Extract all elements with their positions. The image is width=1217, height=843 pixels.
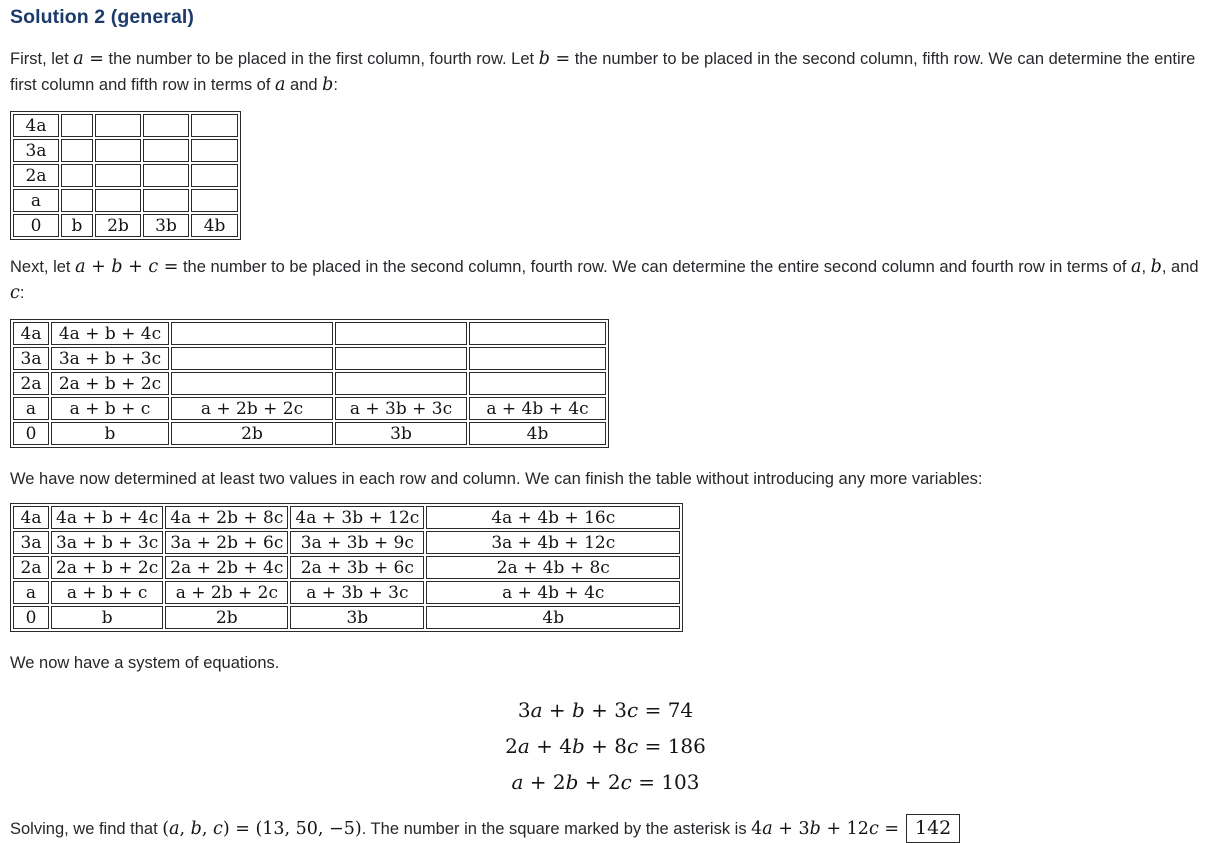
table-cell-empty (191, 189, 238, 212)
table-cell: b (61, 214, 93, 237)
table-row (13, 556, 680, 579)
table-completed (10, 503, 683, 632)
table-first-column-fifth-row (10, 111, 241, 240)
table-cell: a + 4b + 4c (426, 581, 680, 604)
text-run: the number to be placed in the first column, fourth row. Let (103, 50, 539, 68)
table-cell-empty (143, 139, 189, 162)
table-cell: 3b (335, 422, 467, 445)
table-cell-empty (171, 322, 333, 345)
table-cell: a + 2b + 2c (171, 397, 333, 420)
table-row (13, 189, 238, 212)
table-cell: b (51, 606, 163, 629)
table-cell-empty (469, 347, 606, 370)
table-cell: 3a (13, 347, 49, 370)
table-cell: 2b (171, 422, 333, 445)
table-row (13, 372, 606, 395)
table-row (13, 581, 680, 604)
text-run: Solving, we find that (10, 820, 163, 838)
table-cell: 0 (13, 606, 49, 629)
table-cell: 4a + 4b + 16c (426, 506, 680, 529)
table-row (13, 422, 606, 445)
table-cell: 2a + 3b + 6c (290, 556, 424, 579)
text-run: the number to be placed in the second column, fifth row. We can determine the entire first column and fifth row in terms of (10, 50, 1196, 94)
inline-math: (a, b, c) = (13, 50, −5) (162, 819, 362, 839)
table-cell-empty (335, 347, 467, 370)
text-run: . The number in the square marked by the asterisk is (361, 820, 752, 838)
table-cell: 4b (469, 422, 606, 445)
table-cell-empty (191, 114, 238, 137)
intro-paragraph (10, 46, 1200, 98)
table-cell: 2a + b + 2c (51, 372, 169, 395)
inline-math: b = (538, 49, 571, 69)
table-cell: 3b (143, 214, 189, 237)
table-cell-empty (335, 322, 467, 345)
equation-system (10, 692, 1201, 800)
table-cell: a (13, 397, 49, 420)
table-cell: a + 3b + 3c (290, 581, 424, 604)
table-cell: 4a (13, 322, 49, 345)
table-cell: a (13, 189, 59, 212)
table-row (13, 322, 606, 345)
equation-line: a + 2b + 2c = 103 (511, 770, 700, 794)
text-run: and (285, 76, 323, 94)
equation-line: 2a + 4b + 8c = 186 (505, 734, 706, 758)
text-run: , (1141, 258, 1151, 276)
table-cell: a + b + c (51, 581, 163, 604)
table-cell: 2a (13, 556, 49, 579)
text-run: Next, let (10, 258, 76, 276)
text-run: First, let (10, 50, 74, 68)
table-row (13, 114, 238, 137)
table-row (13, 214, 238, 237)
table-cell: 2a + b + 2c (51, 556, 163, 579)
table-cell-empty (171, 372, 333, 395)
table-cell-empty (143, 164, 189, 187)
table-cell: 4a (13, 506, 49, 529)
table-cell-empty (143, 114, 189, 137)
table-cell: 4a + b + 4c (51, 506, 163, 529)
table-cell: 3b (290, 606, 424, 629)
text-run: , and (1161, 258, 1199, 276)
inline-math: b (322, 75, 334, 95)
finish-table-paragraph: We have now determined at least two values in each row and column. We can finish the table without introducing any more variables: (10, 470, 983, 488)
table-cell: 2b (95, 214, 141, 237)
table-cell: a + b + c (51, 397, 169, 420)
table-cell: a + 4b + 4c (469, 397, 606, 420)
table-cell-empty (61, 114, 93, 137)
boxed-answer: 142 (906, 814, 960, 843)
text-run: : (19, 284, 25, 302)
table-cell-empty (95, 164, 141, 187)
table-cell: a (13, 581, 49, 604)
inline-math: a (1131, 257, 1142, 277)
table-cell-empty (171, 347, 333, 370)
table-cell: 4b (191, 214, 238, 237)
table-cell: 2a + 4b + 8c (426, 556, 680, 579)
table-cell: 4a + 2b + 8c (165, 506, 288, 529)
table-cell: 3a + 2b + 6c (165, 531, 288, 554)
table-cell-empty (143, 189, 189, 212)
table-row (13, 397, 606, 420)
table-cell: 3a + 4b + 12c (426, 531, 680, 554)
table-cell: 3a + b + 3c (51, 347, 169, 370)
table-row (13, 531, 680, 554)
table-row (13, 139, 238, 162)
table-cell: 4a + b + 4c (51, 322, 169, 345)
inline-math: a = (73, 49, 104, 69)
second-step-paragraph (10, 254, 1200, 306)
table-cell: a + 2b + 2c (165, 581, 288, 604)
table-cell-empty (191, 164, 238, 187)
table-cell-empty (61, 164, 93, 187)
text-run: : (333, 76, 338, 94)
table-row (13, 164, 238, 187)
table-row (13, 347, 606, 370)
table-cell: 4a (13, 114, 59, 137)
table-cell: 2a (13, 372, 49, 395)
table-cell-empty (95, 139, 141, 162)
table-cell-empty (61, 189, 93, 212)
inline-math: 4a + 3b + 12c = (751, 819, 899, 839)
text-run: the number to be placed in the second column, fourth row. We can determine the entire second column and fourth row in terms of (178, 258, 1132, 276)
table-cell: 0 (13, 422, 49, 445)
inline-math: c (10, 283, 20, 303)
solution-heading: Solution 2 (general) (10, 6, 195, 28)
table-cell-empty (469, 372, 606, 395)
table-cell: b (51, 422, 169, 445)
table-cell: a + 3b + 3c (335, 397, 467, 420)
table-cell: 3a + b + 3c (51, 531, 163, 554)
inline-math: b (1150, 257, 1162, 277)
table-cell-empty (469, 322, 606, 345)
equation-line: 3a + b + 3c = 74 (517, 698, 694, 722)
table-cell: 4b (426, 606, 680, 629)
table-second-column-fourth-row (10, 319, 609, 448)
table-cell-empty (95, 114, 141, 137)
table-cell-empty (335, 372, 467, 395)
table-cell-empty (191, 139, 238, 162)
inline-math: a (275, 75, 286, 95)
table-row (13, 606, 680, 629)
table-cell: 4a + 3b + 12c (290, 506, 424, 529)
table-cell: 2a + 2b + 4c (165, 556, 288, 579)
table-cell: 3a (13, 139, 59, 162)
table-cell: 3a + 3b + 9c (290, 531, 424, 554)
inline-math: a + b + c = (75, 257, 179, 277)
table-cell-empty (95, 189, 141, 212)
table-row (13, 506, 680, 529)
conclusion-paragraph (10, 814, 1200, 843)
system-intro-paragraph: We now have a system of equations. (10, 654, 280, 672)
table-cell: 3a (13, 531, 49, 554)
table-cell: 0 (13, 214, 59, 237)
table-cell-empty (61, 139, 93, 162)
table-cell: 2b (165, 606, 288, 629)
table-cell: 2a (13, 164, 59, 187)
